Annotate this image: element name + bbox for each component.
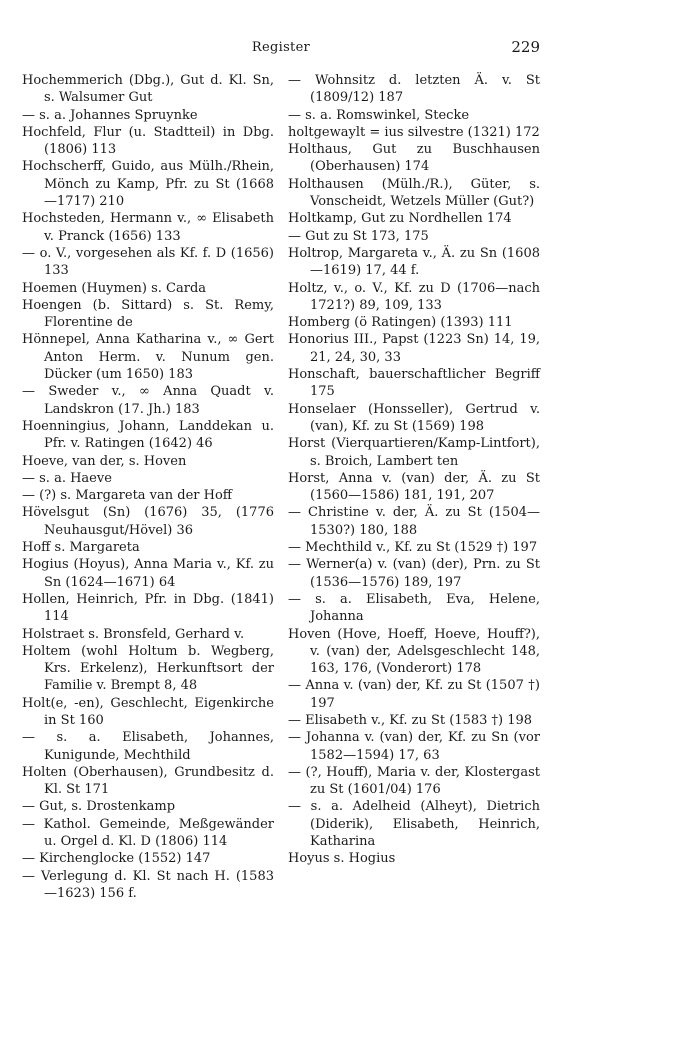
index-entry: Holthaus, Gut zu Buschhausen (Oberhausen) 174: [288, 142, 540, 175]
index-entry: Horst, Anna v. (van) der, Ä. zu St (1560—1586) 181, 191, 207: [288, 470, 540, 504]
index-entry: — Gut, s. Drostenkamp: [22, 799, 176, 815]
index-entry: Holt(e, -en), Geschlecht, Eigenkirche in St 160: [22, 695, 274, 728]
index-entry: — Wohnsitz d. letzten Ä. v. St (1809/12) 187: [288, 73, 540, 106]
index-entry: — s. a. Romswinkel, Stecke: [288, 107, 470, 123]
index-entry: Hoenningius, Johann, Landdekan u. Pfr. v. Ratingen (1642) 46: [22, 418, 274, 452]
index-entry: — s. a. Elisabeth, Johannes, Kunigunde, Mechthild: [22, 730, 274, 763]
index-entry: Hochfeld, Flur (u. Stadtteil) in Dbg. (1806) 113: [22, 124, 274, 158]
index-entry: Holtrop, Margareta v., Ä. zu Sn (1608—1619) 17, 44 f.: [288, 245, 540, 279]
index-entry: — s. a. Johannes Spruynke: [22, 107, 198, 123]
index-entry: — Anna v. (van) der, Kf. zu St (1507 †) 197: [288, 678, 540, 711]
index-entry: Honselaer (Honsseller), Gertrud v. (van), Kf. zu St (1569) 198: [288, 401, 540, 434]
index-entry: — o. V., vorgesehen als Kf. f. D (1656) 133: [22, 245, 274, 279]
index-entry: Hollen, Heinrich, Pfr. in Dbg. (1841) 114: [22, 591, 274, 625]
index-entry: Holtkamp, Gut zu Nordhellen 174: [288, 211, 512, 227]
index-entry: Holtz, v., o. V., Kf. zu D (1706—nach 1721?) 89, 109, 133: [288, 280, 540, 313]
index-entry: holtgewaylt = ius silvestre (1321) 172: [288, 124, 540, 140]
index-entry: Hoemen (Huymen) s. Carda: [22, 280, 207, 296]
index-entry: Hoengen (b. Sittard) s. St. Remy, Florentine de: [22, 297, 274, 331]
index-entry: Hoff s. Margareta: [22, 540, 140, 556]
index-entry: — Kirchenglocke (1552) 147: [22, 851, 211, 867]
index-entry: — Elisabeth v., Kf. zu St (1583 †) 198: [288, 712, 533, 728]
index-entry: Holstraet s. Bronsfeld, Gerhard v.: [22, 626, 245, 642]
index-entry: Holten (Oberhausen), Grundbesitz d. Kl. St 171: [22, 764, 274, 798]
index-entry: Hochsteden, Hermann v., ∞ Elisabeth v. Pranck (1656) 133: [22, 211, 274, 244]
index-entry: Hogius (Hoyus), Anna Maria v., Kf. zu Sn (1624—1671) 64: [22, 557, 274, 590]
index-entry: — Verlegung d. Kl. St nach H. (1583—1623) 156 f.: [22, 868, 274, 901]
running-title: Register: [251, 40, 311, 55]
index-entry: Horst (Vierquartieren/Kamp-Lintfort), s. Broich, Lambert ten: [288, 436, 540, 469]
page-header: [22, 38, 540, 58]
index-entry: — Sweder v., ∞ Anna Quadt v. Landskron (17. Jh.) 183: [22, 384, 274, 417]
index-entry: — Mechthild v., Kf. zu St (1529 †) 197: [288, 540, 538, 556]
index-entry: — Gut zu St 173, 175: [288, 228, 429, 244]
index-entry: — s. a. Adelheid (Alheyt), Dietrich (Diderik), Elisabeth, Heinrich, Katharina: [288, 799, 540, 850]
page-number: 229: [511, 38, 540, 56]
index-entry: Honschaft, bauerschaftlicher Begriff 175: [288, 367, 540, 400]
index-entry: Hochemmerich (Dbg.), Gut d. Kl. Sn, s. Walsumer Gut: [22, 73, 274, 106]
index-entry: — s. a. Haeve: [22, 470, 112, 486]
index-entry: Hoyus s. Hogius: [288, 851, 396, 867]
index-entry: — Kathol. Gemeinde, Meßgewänder u. Orgel d. Kl. D (1806) 114: [22, 816, 274, 850]
index-entry: — s. a. Elisabeth, Eva, Helene, Johanna: [288, 591, 540, 625]
index-entry: Hoeve, van der, s. Hoven: [22, 453, 187, 469]
right-column: [288, 72, 540, 868]
index-entry: Honorius III., Papst (1223 Sn) 14, 19, 21, 24, 30, 33: [288, 332, 540, 365]
index-entry: — (?) s. Margareta van der Hoff: [22, 488, 233, 504]
index-entry: — Johanna v. (van) der, Kf. zu Sn (vor 1582—1594) 17, 63: [288, 730, 540, 763]
index-entry: Homberg (ö Ratingen) (1393) 111: [288, 315, 513, 331]
index-entry: Hönnepel, Anna Katharina v., ∞ Gert Anton Herm. v. Nunum gen. Dücker (um 1650) 183: [22, 332, 274, 383]
index-entry: Hochscherff, Guido, aus Mülh./Rhein, Mönch zu Kamp, Pfr. zu St (1668—1717) 210: [22, 159, 274, 210]
index-entry: — Christine v. der, Ä. zu St (1504—1530?) 180, 188: [288, 505, 540, 538]
index-entry: — Werner(a) v. (van) (der), Prn. zu St (1536—1576) 189, 197: [288, 557, 540, 590]
index-entry: Holthausen (Mülh./R.), Güter, s. Vonscheidt, Wetzels Müller (Gut?): [288, 176, 540, 210]
left-column: [22, 72, 274, 902]
index-entry: Holtem (wohl Holtum b. Wegberg, Krs. Erkelenz), Herkunftsort der Familie v. Brempt 8, 48: [22, 643, 274, 694]
index-entry: — (?, Houff), Maria v. der, Klostergast zu St (1601/04) 176: [288, 764, 540, 798]
index-entry: Hövelsgut (Sn) (1676) 35, (1776 Neuhausgut/Hövel) 36: [22, 505, 274, 538]
index-entry: Hoven (Hove, Hoeff, Hoeve, Houff?), v. (van) der, Adelsgeschlecht 148, 163, 176, (Vonderort) 178: [288, 626, 540, 677]
